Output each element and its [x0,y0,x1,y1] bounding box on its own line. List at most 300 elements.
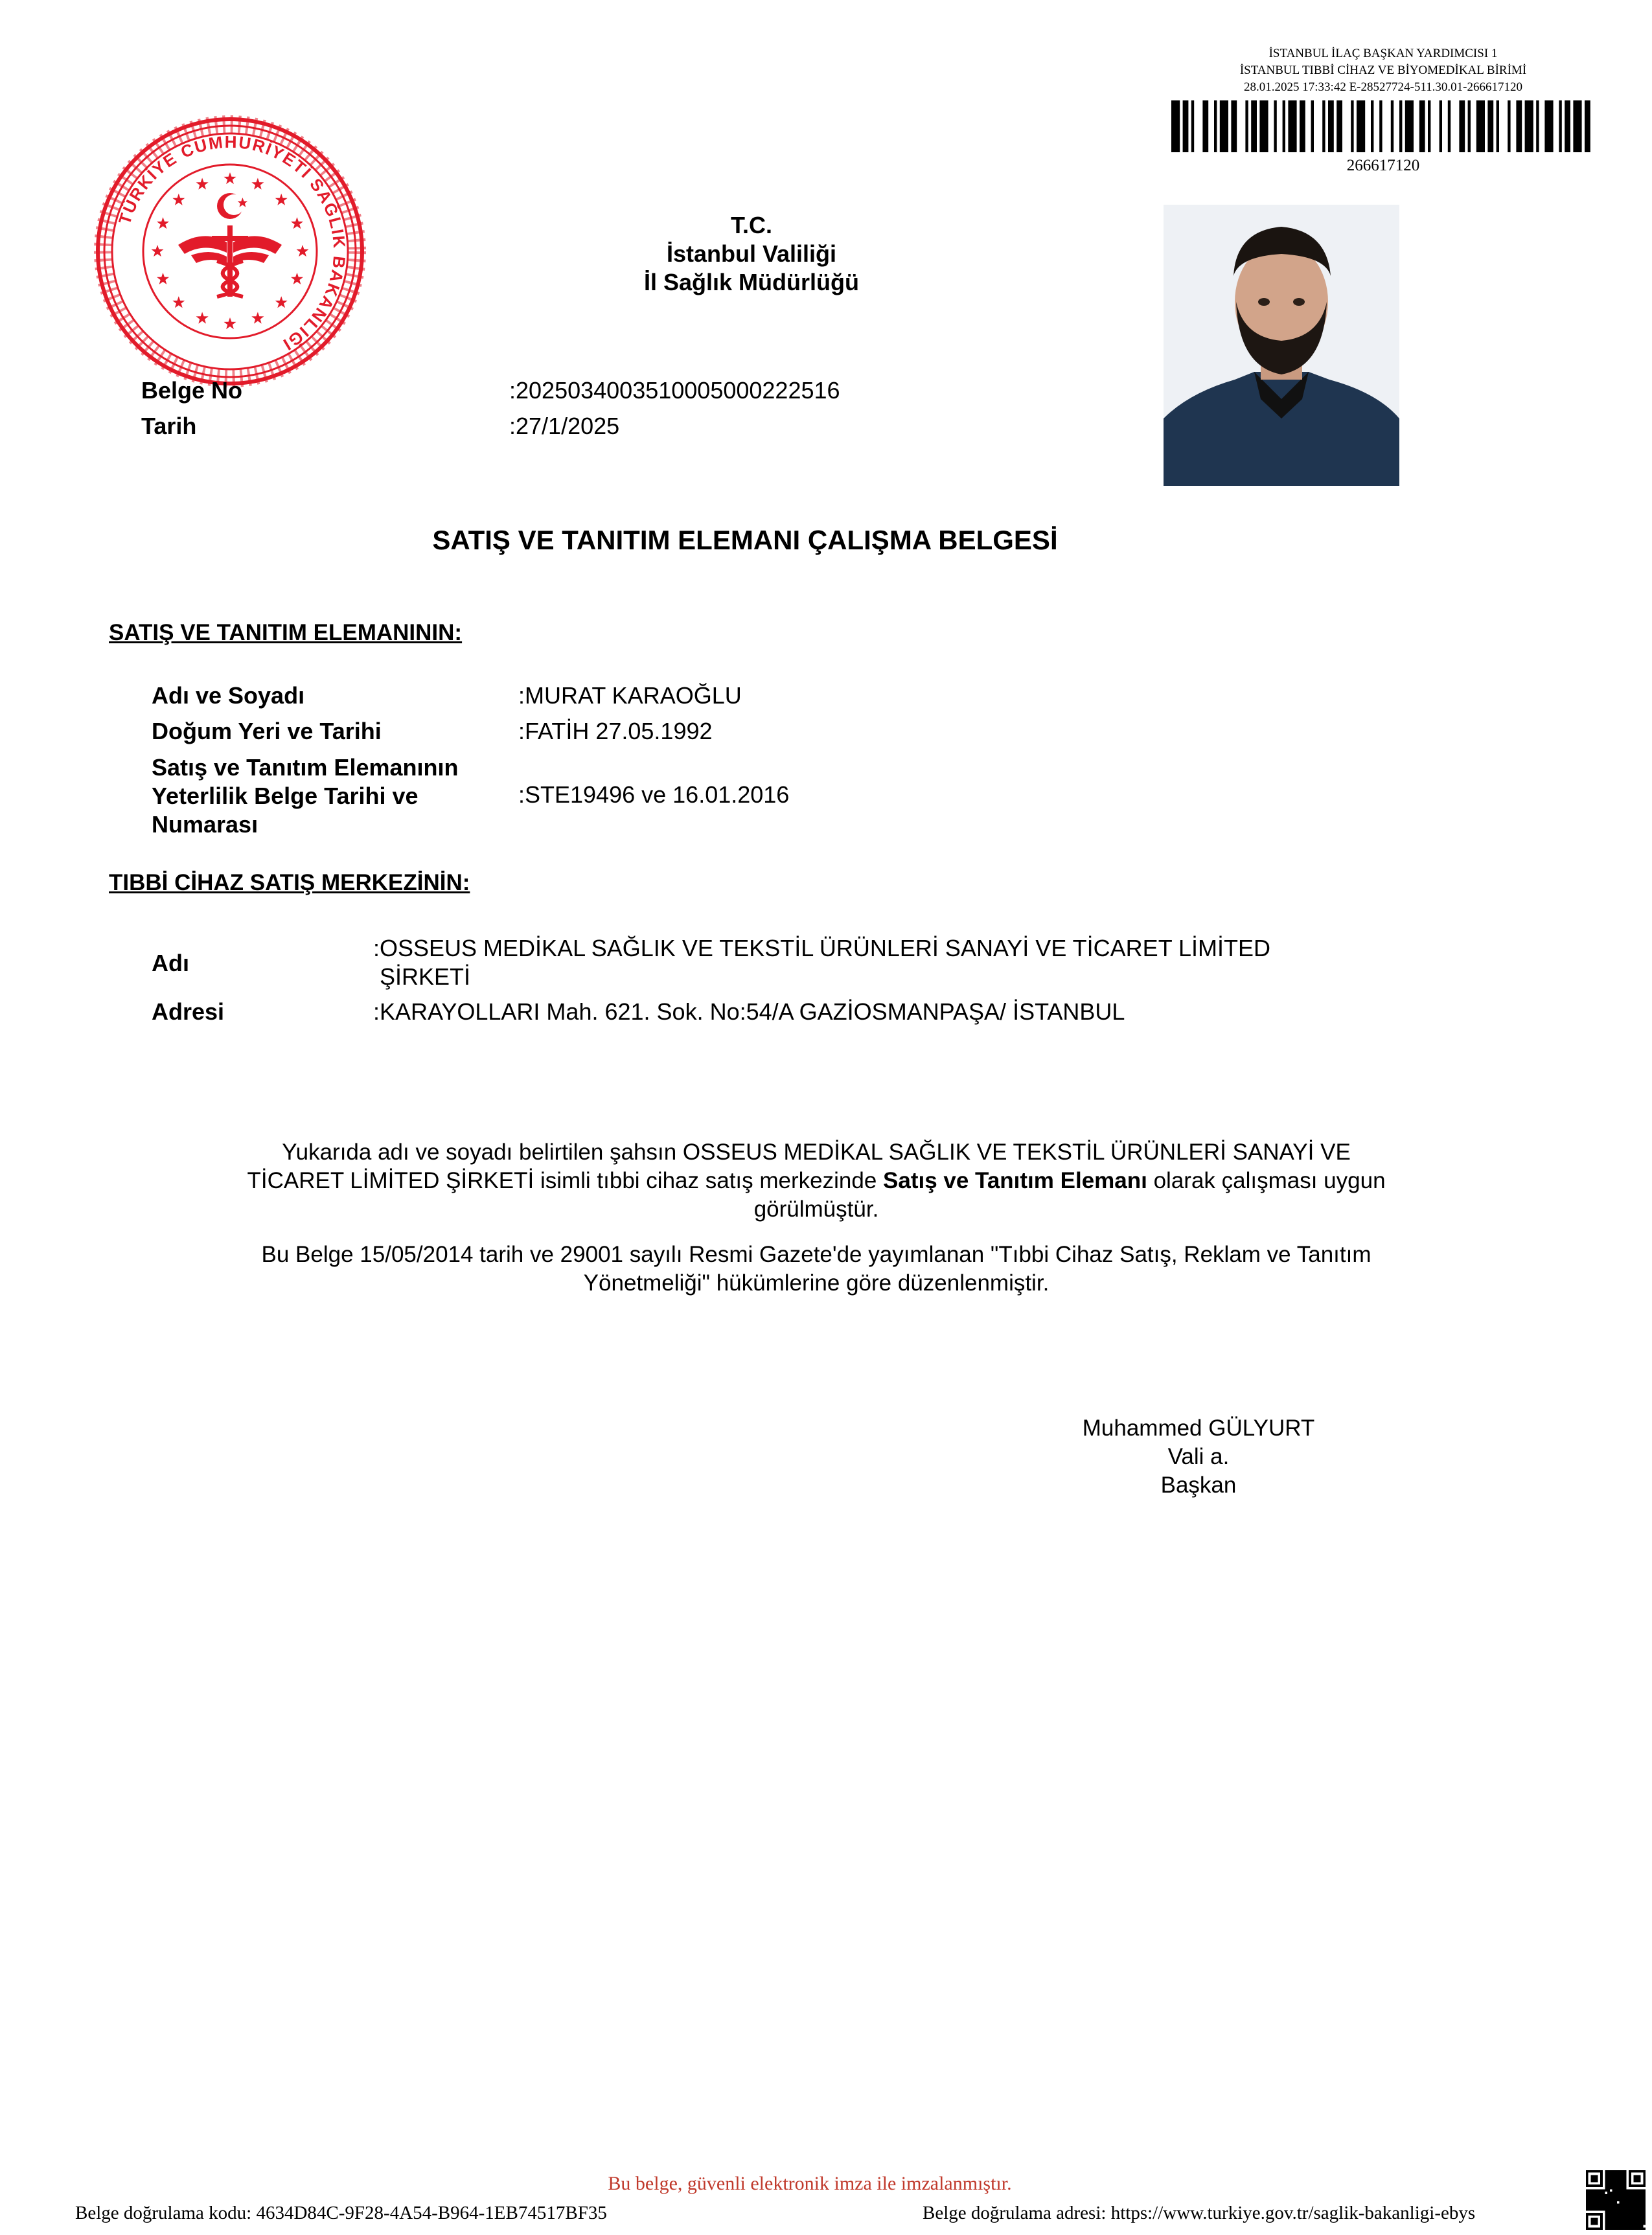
qr-module [1627,2223,1629,2225]
qr-module [1641,2192,1644,2194]
certificate-label [152,753,458,839]
qr-module [1620,2170,1622,2173]
logo-star-icon [172,194,185,205]
barcode-bar [1399,100,1402,152]
qr-module [1629,2180,1631,2183]
qr-module [1586,2184,1589,2187]
barcode-bar [1497,100,1499,152]
qr-module [1612,2225,1614,2228]
qr-module [1610,2194,1612,2197]
qr-module [1612,2175,1614,2177]
qr-module [1593,2175,1596,2177]
qr-module [1605,2199,1607,2201]
qr-module [1605,2213,1607,2216]
barcode-bar [1183,100,1189,152]
qr-module [1605,2184,1607,2187]
qr-module [1598,2194,1600,2197]
regulation-line-2: Yönetmeliği" hükümlerine göre düzenlenmiştir. [583,1270,1050,1296]
qr-module [1631,2170,1634,2173]
qr-module [1600,2206,1603,2208]
qr-module [1641,2201,1644,2204]
qr-module [1638,2196,1641,2199]
qr-module [1590,2194,1593,2197]
qr-module [1624,2173,1627,2175]
tarih-value: :27/1/2025 [509,413,620,439]
qr-module [1610,2218,1612,2221]
qr-module [1638,2213,1641,2216]
qr-module [1589,2213,1591,2216]
ministry-logo [94,115,366,387]
qr-module [1634,2218,1636,2221]
center-address-value: :KARAYOLLARI Mah. 621. Sok. No:54/A GAZİOSMANPAŞA/ İSTANBUL [373,998,1125,1025]
qr-module [1607,2204,1610,2206]
qr-module [1605,2170,1607,2173]
qr-module [1603,2199,1605,2201]
logo-star-icon [196,178,209,190]
qr-module [1636,2192,1638,2194]
qr-module [1596,2192,1598,2194]
qr-module [1614,2199,1617,2201]
barcode [1171,100,1599,152]
qr-module [1634,2211,1636,2214]
qr-module [1636,2223,1638,2225]
qr-module [1643,2184,1646,2187]
qr-module [1614,2220,1617,2223]
barcode-bar [1288,100,1296,152]
qr-module [1614,2204,1617,2206]
qr-module [1607,2196,1610,2199]
barcode-bar [1337,100,1342,152]
center-name-line-2: ŞİRKETİ [380,963,471,990]
qr-module [1605,2206,1607,2208]
qr-module [1634,2223,1636,2225]
qr-module [1620,2184,1622,2187]
barcode-bar [1283,100,1285,152]
qr-module [1593,2196,1596,2199]
barcode-bar [1525,100,1533,152]
qr-module [1593,2177,1596,2180]
qr-module [1617,2204,1620,2206]
qr-module [1643,2177,1646,2180]
qr-module [1631,2218,1634,2221]
qr-module [1627,2218,1629,2221]
qr-module [1617,2206,1620,2208]
qr-module [1636,2220,1638,2223]
barcode-bar [1351,100,1353,152]
qr-module [1598,2208,1600,2211]
header-mudurluk: İl Sağlık Müdürlüğü [644,269,859,295]
qr-module [1643,2180,1646,2183]
qr-module [1610,2220,1612,2223]
qr-module [1622,2201,1624,2204]
qr-module [1629,2196,1631,2199]
barcode-bar [1202,100,1208,152]
qr-module [1636,2208,1638,2211]
logo-star-icon [157,273,169,284]
qr-module [1596,2206,1598,2208]
qr-module [1629,2184,1631,2187]
qr-module [1624,2206,1627,2208]
qr-module [1614,2211,1617,2214]
qr-module [1605,2211,1607,2214]
qr-module [1636,2204,1638,2206]
qr-module [1620,2199,1622,2201]
qr-module [1586,2208,1589,2211]
qr-module [1605,2196,1607,2199]
qr-module [1614,2196,1617,2199]
qr-module [1643,2201,1646,2204]
qr-module [1643,2218,1646,2221]
qr-module [1643,2170,1646,2173]
qr-module [1622,2184,1624,2187]
qr-module [1617,2180,1620,2183]
barcode-bar [1251,100,1257,152]
barcode-bar [1322,100,1325,152]
qr-module [1593,2213,1596,2216]
svg-text:TÜRKİYE CUMHURİYETİ SAĞLIK BAK: TÜRKİYE CUMHURİYETİ SAĞLIK BAKANLIĞI [114,132,350,355]
qr-module [1600,2173,1603,2175]
qr-module [1631,2216,1634,2218]
qr-module [1600,2213,1603,2216]
logo-star-icon [196,312,209,324]
qr-module [1638,2218,1641,2221]
barcode-bar [1487,100,1493,152]
qr-module [1624,2170,1627,2173]
qr-module [1586,2196,1589,2199]
qr-module [1598,2227,1600,2230]
qr-module [1590,2201,1593,2204]
qr-module [1610,2184,1612,2187]
qr-module [1629,2204,1631,2206]
qr-module [1643,2182,1646,2184]
qr-module [1596,2218,1598,2221]
qr-module [1607,2225,1610,2228]
regulation-line-1: Bu Belge 15/05/2014 tarih ve 29001 sayılı Resmi Gazete'de yayımlanan "Tıbbi Cihaz Satış, Reklam ve Tanıtım [261,1242,1371,1267]
qr-module [1612,2213,1614,2216]
qr-module [1627,2227,1629,2230]
qr-module [1634,2196,1636,2199]
qr-module [1600,2182,1603,2184]
qr-module [1631,2208,1634,2211]
qr-module [1631,2220,1634,2223]
qr-module [1586,2204,1589,2206]
qr-module [1636,2196,1638,2199]
qr-module [1610,2211,1612,2214]
qr-module [1586,2199,1589,2201]
qr-module [1614,2213,1617,2216]
qr-module [1629,2194,1631,2197]
qr-module [1617,2192,1620,2194]
approval-line-3: görülmüştür. [753,1197,879,1222]
qr-module [1593,2170,1596,2173]
qr-module [1636,2216,1638,2218]
qr-module [1620,2192,1622,2194]
verification-address[interactable]: Belge doğrulama adresi: https://www.turkiye.gov.tr/saglik-bakanligi-ebys [923,2203,1476,2223]
qr-module [1627,2206,1629,2208]
qr-module [1620,2211,1622,2214]
qr-module [1610,2170,1612,2173]
qr-module [1586,2223,1589,2225]
qr-module [1631,2192,1634,2194]
qr-module [1605,2182,1607,2184]
qr-module [1617,2196,1620,2199]
qr-module [1636,2225,1638,2228]
qr-module [1589,2194,1591,2197]
qr-module [1634,2192,1636,2194]
qr-module [1593,2184,1596,2187]
qr-module [1629,2218,1631,2221]
qr-module [1634,2194,1636,2197]
qr-module [1586,2180,1589,2183]
qr-module [1612,2194,1614,2197]
qr-module [1634,2227,1636,2230]
regulation-paragraph [104,1241,1529,1298]
qr-module [1617,2211,1620,2214]
barcode-bar [1245,100,1248,152]
qr-module [1620,2196,1622,2199]
qr-module [1624,2227,1627,2230]
qr-module [1620,2177,1622,2180]
qr-module [1600,2223,1603,2225]
qr-module [1622,2189,1624,2192]
qr-module [1643,2213,1646,2216]
barcode-number: 266617120 [1346,157,1420,174]
qr-module [1627,2225,1629,2228]
qr-code [1586,2170,1646,2230]
qr-module [1631,2213,1634,2216]
qr-module [1620,2187,1622,2190]
qr-module [1638,2223,1641,2225]
qr-module [1593,2199,1596,2201]
qr-module [1629,2227,1631,2230]
qr-module [1624,2216,1627,2218]
logo-star-icon [251,312,264,324]
qr-module [1620,2223,1622,2225]
section-employee-heading: SATIŞ VE TANITIM ELEMANININ: [109,620,463,645]
qr-module [1636,2175,1638,2177]
qr-module [1589,2189,1591,2192]
qr-module [1622,2180,1624,2183]
qr-module [1586,2192,1589,2194]
qr-module [1638,2184,1641,2187]
qr-module [1622,2187,1624,2190]
qr-module [1610,2216,1612,2218]
belge-no-value: :2025034003510005000222516 [509,377,840,404]
barcode-bar [1428,100,1430,152]
qr-module [1634,2213,1636,2216]
logo-star-icon [224,317,236,329]
qr-module [1614,2180,1617,2183]
qr-module [1617,2227,1620,2230]
qr-module [1590,2196,1593,2199]
document-header [518,211,985,297]
qr-module [1631,2223,1634,2225]
center-address-label: Adresi [152,998,225,1025]
logo-star-icon [251,178,264,190]
qr-module [1636,2201,1638,2204]
qr-module [1593,2206,1596,2208]
qr-module [1620,2208,1622,2211]
qr-module [1617,2216,1620,2218]
qr-module [1641,2194,1644,2197]
qr-module [1636,2199,1638,2201]
qr-module [1600,2227,1603,2230]
name-value: :MURAT KARAOĞLU [518,682,742,709]
qr-module [1629,2173,1631,2175]
logo-star-icon [157,217,169,229]
qr-module [1612,2216,1614,2218]
qr-module [1598,2189,1600,2192]
qr-module [1596,2184,1598,2187]
center-name-label: Adı [152,950,189,976]
qr-module [1598,2192,1600,2194]
esign-notice: Bu belge, güvenli elektronik imza ile imzalanmıştır. [608,2173,1012,2194]
barcode-bar [1459,100,1465,152]
qr-module [1636,2194,1638,2197]
qr-module [1624,2177,1627,2180]
approval-line-2-a: TİCARET LİMİTED ŞİRKETİ isimli tıbbi cihaz satış merkezinde [247,1168,884,1193]
qr-module [1643,2206,1646,2208]
qr-module [1598,2206,1600,2208]
qr-module [1634,2180,1636,2183]
qr-module [1607,2223,1610,2225]
qr-module [1627,2194,1629,2197]
qr-module [1593,2204,1596,2206]
qr-module [1612,2170,1614,2173]
qr-module [1612,2199,1614,2201]
qr-module [1603,2194,1605,2197]
qr-module [1631,2189,1634,2192]
qr-module [1593,2220,1596,2223]
qr-module [1612,2192,1614,2194]
qr-module [1641,2199,1644,2201]
qr-module [1605,2216,1607,2218]
qr-module [1600,2218,1603,2221]
qr-module [1598,2199,1600,2201]
qr-module [1614,2177,1617,2180]
qr-module [1590,2192,1593,2194]
qr-module [1629,2192,1631,2194]
qr-module [1643,2192,1646,2194]
qr-module [1614,2194,1617,2197]
qr-module [1610,2213,1612,2216]
qr-module [1610,2208,1612,2211]
qr-module [1600,2216,1603,2218]
personnel-photo [1164,205,1399,486]
barcode-bar [1231,100,1237,152]
qr-module [1627,2220,1629,2223]
belge-no-label: Belge No [141,377,243,404]
logo-star-icon [291,217,303,229]
qr-module [1620,2182,1622,2184]
qr-module [1607,2182,1610,2184]
qr-module [1605,2175,1607,2177]
qr-module [1590,2218,1593,2221]
certificate-value: :STE19496 ve 16.01.2016 [518,781,790,808]
qr-module [1629,2220,1631,2223]
qr-module [1643,2223,1646,2225]
qr-module [1590,2206,1593,2208]
qr-module [1600,2175,1603,2177]
qr-module [1617,2225,1620,2228]
qr-module [1590,2208,1593,2211]
qr-module [1638,2227,1641,2230]
qr-module [1598,2184,1600,2187]
qr-module [1593,2180,1596,2183]
qr-module [1610,2204,1612,2206]
qr-module [1629,2170,1631,2173]
qr-module [1586,2218,1589,2221]
qr-module [1612,2208,1614,2211]
qr-module [1586,2206,1589,2208]
qr-module [1641,2211,1644,2214]
qr-module [1624,2201,1627,2204]
qr-module [1600,2192,1603,2194]
qr-module [1617,2170,1620,2173]
qr-module [1643,2220,1646,2223]
qr-module [1590,2220,1593,2223]
qr-module [1631,2199,1634,2201]
qr-module [1590,2227,1593,2230]
qr-module [1627,2201,1629,2204]
logo-star-icon [172,296,185,308]
qr-module [1627,2196,1629,2199]
qr-module [1622,2170,1624,2173]
qr-module [1624,2175,1627,2177]
qr-module [1620,2189,1622,2192]
qr-module [1634,2189,1636,2192]
qr-module [1598,2201,1600,2204]
qr-module [1596,2175,1598,2177]
qr-module [1627,2211,1629,2214]
qr-module [1590,2170,1593,2173]
barcode-bar [1220,100,1228,152]
qr-module [1641,2220,1644,2223]
qr-module [1607,2227,1610,2230]
qr-module [1631,2227,1634,2230]
qr-module [1586,2182,1589,2184]
qr-module [1596,2170,1598,2173]
qr-module [1629,2211,1631,2214]
barcode-bar [1440,100,1442,152]
qr-module [1622,2175,1624,2177]
qr-module [1627,2192,1629,2194]
qr-module [1643,2211,1646,2214]
certificate-label-line-1: Satış ve Tanıtım Elemanının [152,754,459,781]
qr-module [1636,2218,1638,2221]
stamp-line-1: İSTANBUL İLAÇ BAŞKAN YARDIMCISI 1 [1268,47,1498,60]
qr-module [1638,2199,1641,2201]
barcode-bar [1391,100,1394,152]
qr-module [1607,2194,1610,2197]
qr-module [1605,2187,1607,2190]
qr-module [1607,2175,1610,2177]
qr-module [1622,2192,1624,2194]
qr-module [1603,2206,1605,2208]
qr-module [1607,2192,1610,2194]
qr-module [1586,2194,1589,2197]
birth-label: Doğum Yeri ve Tarihi [152,718,382,744]
qr-module [1622,2208,1624,2211]
stamp-line-3: 28.01.2025 17:33:42 E-28527724-511.30.01-266617120 [1244,80,1522,94]
qr-module [1598,2196,1600,2199]
qr-module [1607,2211,1610,2214]
qr-module [1629,2223,1631,2225]
qr-module [1636,2184,1638,2187]
qr-module [1586,2177,1589,2180]
signatory-title: Vali a. [1167,1444,1230,1469]
qr-module [1643,2196,1646,2199]
